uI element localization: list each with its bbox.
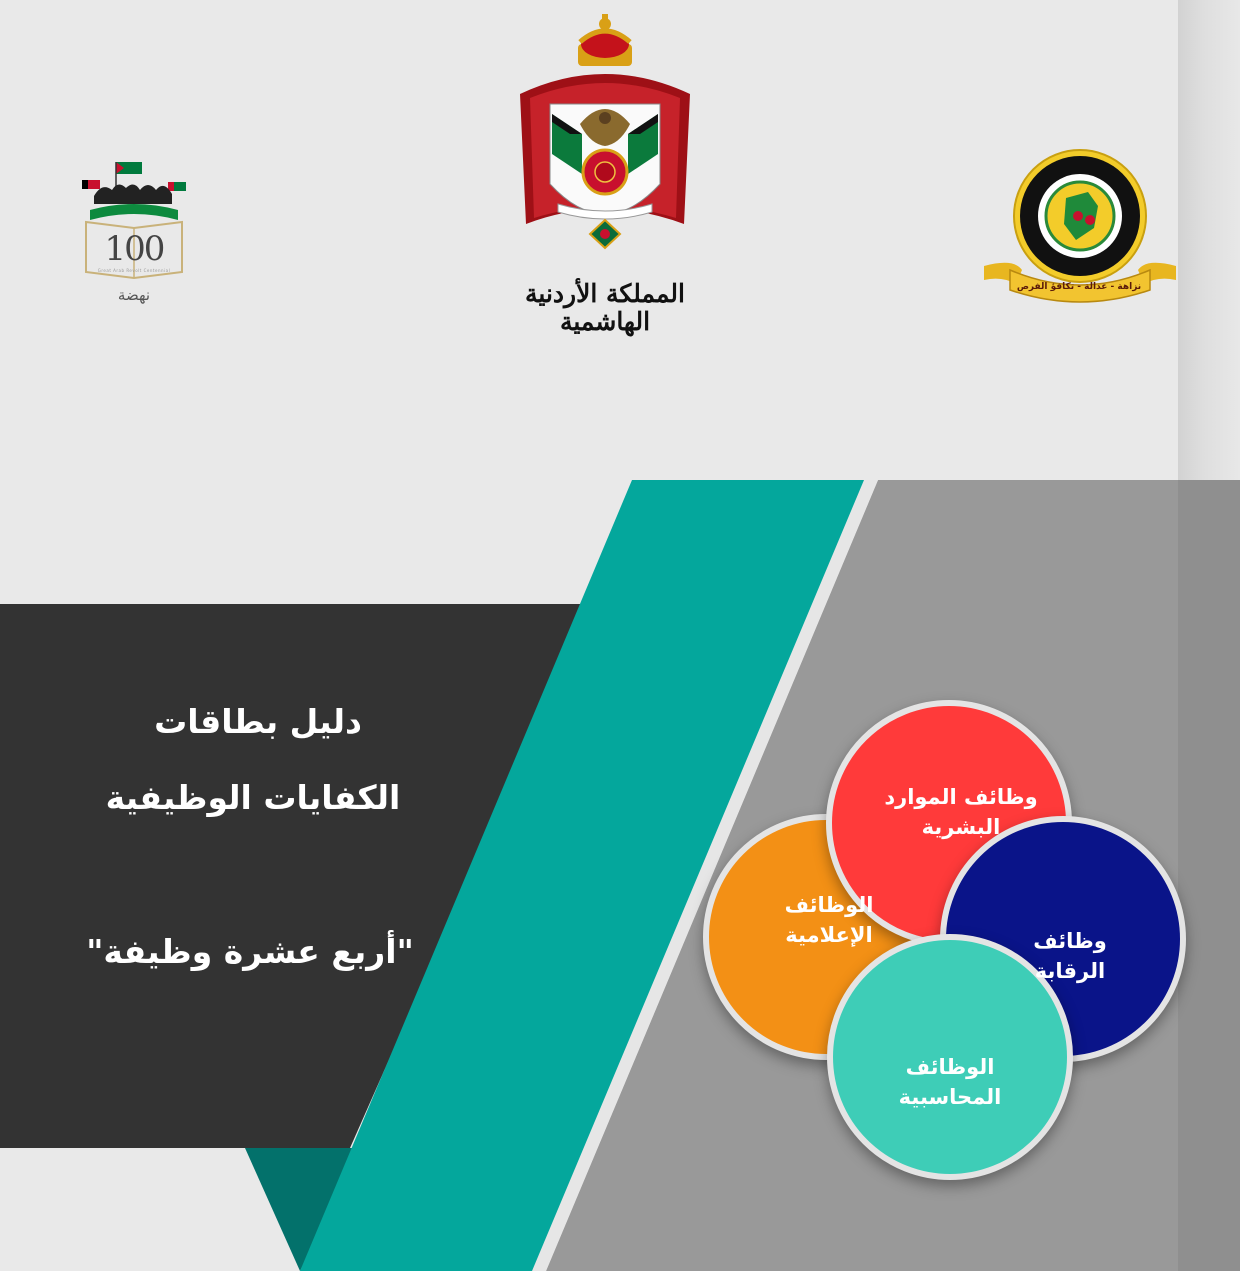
coat-of-arms-logo xyxy=(500,14,710,336)
category-label-accounting: الوظائف المحاسبية xyxy=(898,1055,1002,1109)
kingdom-label: المملكة الأردنية الهاشمية xyxy=(525,279,685,336)
coat-of-arms-icon xyxy=(500,14,710,274)
category-label-media: الوظائف الإعلامية xyxy=(784,893,874,947)
title-line-3: "أربع عشرة وظيفة" xyxy=(86,932,414,971)
grey-panel-edge xyxy=(1178,480,1240,1271)
civil-service-bureau-logo xyxy=(980,148,1180,303)
civil-service-seal-icon xyxy=(980,148,1180,303)
title-line-2: الكفايات الوظيفية xyxy=(105,778,401,817)
centennial-number: 100 xyxy=(104,229,164,269)
title-line-1: دليل بطاقات xyxy=(154,702,362,741)
category-label-hr: وظائف الموارد البشرية xyxy=(884,785,1038,839)
centennial-label: نهضة xyxy=(117,286,151,304)
category-label-oversight: وظائف الرقابة xyxy=(1033,929,1107,983)
bureau-motto: نزاهة - عدالة - تكافؤ الفرص xyxy=(1016,282,1142,292)
centennial-subtitle: Great Arab Revolt Centennial xyxy=(97,268,171,273)
centennial-logo xyxy=(72,150,196,310)
